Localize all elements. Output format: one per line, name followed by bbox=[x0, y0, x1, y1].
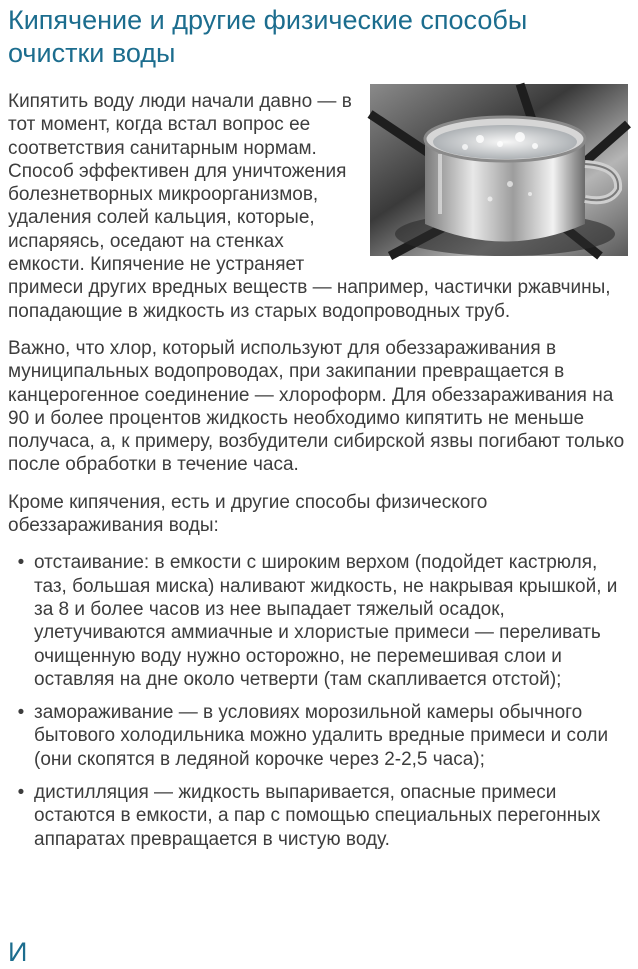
method-freezing: замораживание — в условиях морозильной камеры обычного бытового холодильника можно удалить вредные примеси и соли (они скопятся в ледяной корочке через 2-2,5 часа); bbox=[34, 702, 609, 770]
list-item bbox=[17, 551, 628, 691]
article bbox=[8, 0, 628, 861]
methods-intro: Кроме кипячения, есть и другие способы физического обеззараживания воды: bbox=[8, 491, 488, 537]
section-title: Кипячение и другие физические способы очистки воды bbox=[8, 5, 528, 68]
bullet-icon: • bbox=[17, 702, 25, 724]
next-section-heading-cut: И bbox=[8, 937, 28, 967]
chlorine-paragraph: Важно, что хлор, который используют для обеззараживания в муниципальных водопроводах, при закипании превращается в канцерогенное соединение — хлороформ. Для обеззараживания на 90 и более процентов жидкость необходимо кипятить не меньше получаса, а, к примеру, возбудители сибирской язвы погибают только после обработки в течение часа. bbox=[8, 337, 625, 476]
intro-block bbox=[8, 90, 628, 323]
methods-list bbox=[8, 551, 628, 851]
bullet-icon: • bbox=[17, 552, 25, 574]
list-item bbox=[17, 781, 628, 851]
method-settling: отстаивание: в емкости с широким верхом (подойдет кастрюля, таз, большая миска) наливают жидкость, не накрывая крышкой, и за 8 и более часов из нее выпадает тяжелый осадок, улетучиваются аммиачные и хлористые примеси — переливать очищенную воду нужно осторожно, не перемешивая слои и оставляя на дне около четверти (там скапливается отстой); bbox=[34, 552, 618, 690]
bullet-icon: • bbox=[17, 782, 25, 804]
method-distillation: дистилляция — жидкость выпаривается, опасные примеси остаются в емкости, а пар с помощью специальных перегонных аппаратах превращается в чистую воду. bbox=[34, 782, 601, 850]
boiling-pot-illustration bbox=[370, 84, 628, 256]
boiling-pot-photo bbox=[370, 84, 628, 256]
intro-paragraph: Кипятить воду люди начали давно — в тот момент, когда встал вопрос ее соответствия санитарным нормам. Способ эффективен для уничтожения болезнетворных микроорганизмов, удаления солей кальция, которые, испаряясь, оседают на стенках емкости. Кипячение не устраняет примеси других вредных веществ — например, частички ржавчины, попадающие в жидкость из старых водопроводных труб. bbox=[8, 91, 611, 322]
list-item bbox=[17, 701, 628, 771]
